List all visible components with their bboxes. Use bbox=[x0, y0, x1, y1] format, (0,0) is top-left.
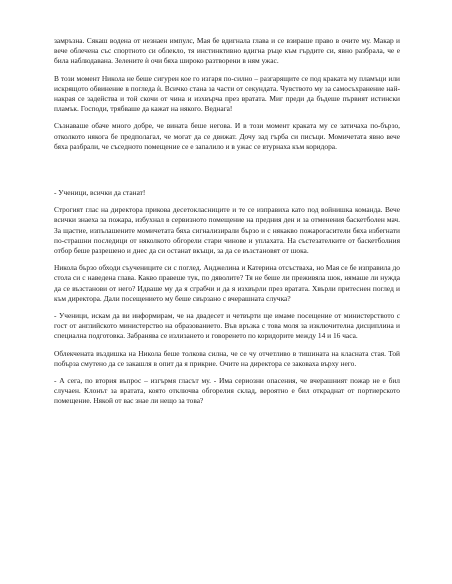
document-page bbox=[54, 36, 400, 414]
paragraph-5: Строгият глас на директора прикова десетокласниците и те се изправиха като под войнишка команда. Вече всички знаеха за пожара, избухнал в сервизното помещение на предния ден и за отменения баскетболен мач. За щастие, изпълашените момичетата бяха сигнализирали бързо и с някакво пожарогасители бяха избегнати по-страшни последици от няколкото обгорели стари чинове и уплахата. На състезателките от баскетболния отбор беше разрешено и днес да си останат вкъщи, за да се възстановят от шока. bbox=[54, 205, 400, 256]
paragraph-2: В този момент Никола не беше сигурен кое го изгаря по-силно – разгарящите се под краката му пламъци или искрящото обвинение в погледа ѝ. Всичко стана за части от секундата. Чувството му за самосъхранение най-накрая се задейства и той скочи от чина и изхвърча през вратата. Миг преди да бъдеше първият истински пламък. Господи, трябваше да кажат на някого. Веднага! bbox=[54, 73, 400, 114]
paragraph-4: - Ученици, всички да станат! bbox=[54, 188, 146, 198]
paragraph-3: Съзнаваше обаче много добре, че вината беше негова. И в този момент краката му се затичаха по-бързо, отколкото някога бе предполагал, че могат да се движат. Дочу зад гърба си писъци. Момичетата явно вече бяха разбрали, че съседното помещение се е запалило и в ужас се втурнаха към коридора. bbox=[54, 121, 400, 151]
paragraph-1: замръзна. Сякаш водена от незнаен импулс, Мая бе вдигнала глава и се взираше право в очите му. Макар и вече облечена със спортното си облекло, тя инстинктивно вдигна ръце към гърдите си, явно разбрала, че е била наблюдавана. Зелените ѝ очи бяха широко разтворени в ням ужас. bbox=[54, 36, 400, 66]
paragraph-7: - Ученици, искам да ви информирам, че на двадесет и четвърти ще имаме посещение от министерството с гост от английското министерство на образованието. Във връзка с това моля за изключителна дисциплина и специална подготовка. Забранява се излизането и говоренето по коридорите между 14 и 16 часа. bbox=[54, 311, 400, 341]
paragraph-8: Облекчената въздишка на Никола беше толкова силна, че се чу отчетливо в тишината на класната стая. Той побърза смутено да се закашля в опит да я прикрие. Очите на директора се заковаха върху него. bbox=[54, 348, 400, 368]
paragraph-9: - А сега, по втория въпрос – изгърмя гласът му. - Има сериозни опасения, че вчерашният пожар не е бил случаен. Клонът за вратата, която отключва обгорелия склад, вероятно е бил откраднат от портиерското помещение. Някой от вас знае ли нещо за това? bbox=[54, 376, 400, 406]
paragraph-6: Никола бързо обходи съучениците си с поглед. Анджелина и Катерина отсъстваха, но Мая се бе изправила до стола си с наведена глава. Какво правеше тук, по дяволите? Тя не беше ли преживяла шок, нямаше ли нужда да се възстанови от него? Идваше му да я сграбчи и да я изхвърли през вратата. Хвърли притеснен поглед и към директора. Дали посещението му беше свързано с вчерашната случка? bbox=[54, 263, 400, 303]
